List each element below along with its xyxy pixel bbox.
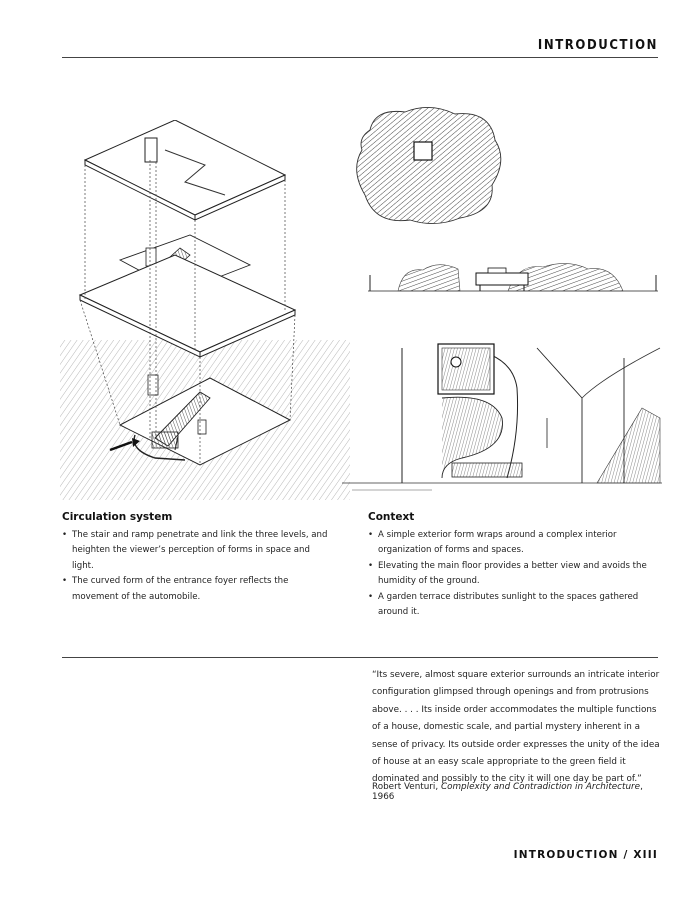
venturi-quote: “Its severe, almost square exterior surrounds an intricate interior configuration glimpsed through openings and from protrusions above. . . . Its inside order accommodates the multiple functions of a house, domestic scale, and partial mystery inherent in a sense of privacy. Its outside order expresses the unity of the idea of house at an easy scale appropriate to the green field it dominated and possibly to the city it will one day be part of.” — [372, 670, 660, 785]
page-folio: INTRODUCTION / XIII — [513, 849, 658, 861]
circulation-caption — [62, 510, 332, 605]
header-rule — [62, 57, 658, 58]
list-item: • Elevating the main floor provides a better view and avoids the humidity of the ground. — [368, 559, 658, 590]
section-divider — [62, 657, 658, 658]
context-caption — [368, 510, 658, 621]
context-caption-title: Context — [368, 511, 415, 523]
list-item: • The stair and ramp penetrate and link the three levels, and heighten the viewer’s perception of forms in space and light. — [62, 528, 332, 575]
context-bullet-list — [368, 528, 658, 621]
elevation-drawing — [368, 255, 658, 297]
site-plan-drawing — [350, 100, 510, 230]
interior-perspective-drawing — [342, 338, 662, 498]
quote-year: , 1966 — [372, 782, 643, 802]
quote-attribution — [372, 782, 662, 802]
quote-author: Robert Venturi, — [372, 782, 441, 792]
quote-book-title: Complexity and Contradiction in Architecture — [440, 782, 641, 792]
list-item: • A garden terrace distributes sunlight to the spaces gathered around it. — [368, 590, 658, 621]
list-item: • A simple exterior form wraps around a complex interior organization of forms and spaces. — [368, 528, 658, 559]
circulation-caption-title: Circulation system — [62, 511, 173, 523]
running-header: INTRODUCTION — [537, 38, 658, 53]
list-item: • The curved form of the entrance foyer reflects the movement of the automobile. — [62, 574, 332, 605]
circulation-axonometric-drawing — [60, 120, 350, 500]
circulation-bullet-list — [62, 528, 332, 606]
